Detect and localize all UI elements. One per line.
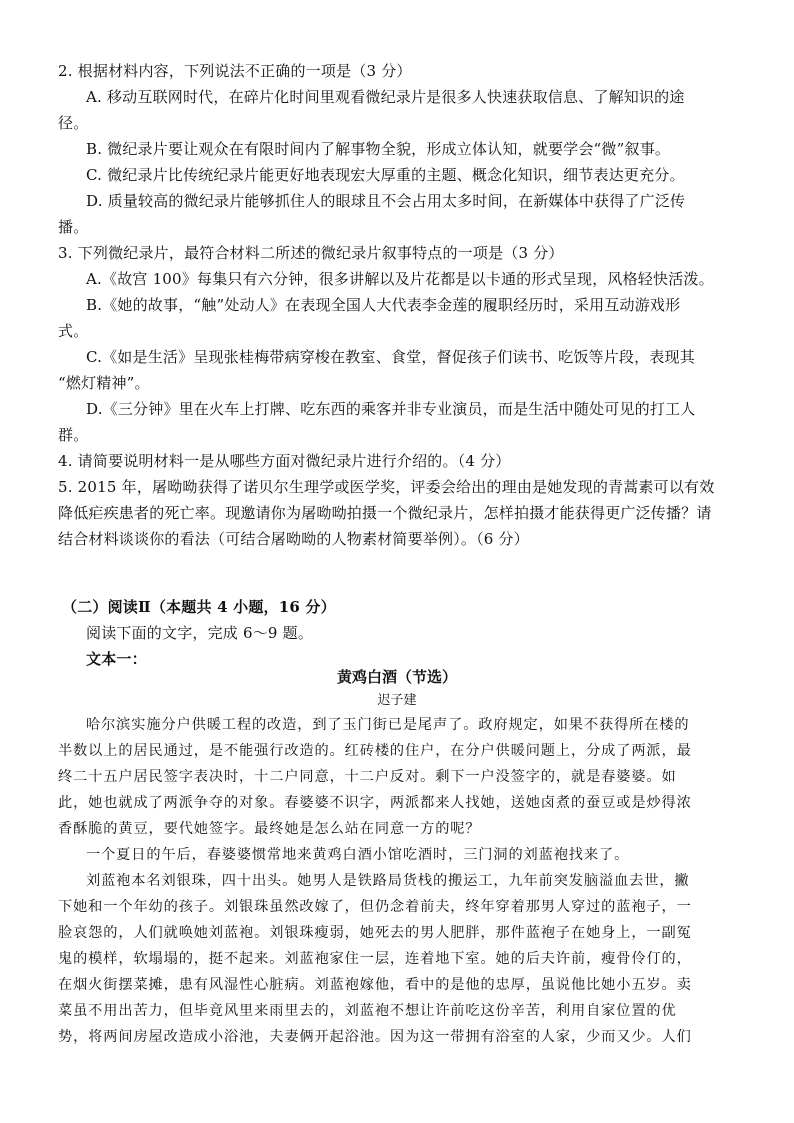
q2-option-b: B. 微纪录片要让观众在有限时间内了解事物全貌，形成立体认知，就要学会“微”叙事。: [86, 140, 671, 158]
story-line: 半数以上的居民通过，是不能强行改造的。红砖楼的住户，在分户供暖问题上，分成了两派，最: [58, 743, 692, 759]
story-line: 在烟火街摆菜摊，患有风湿性心脏病。刘蓝袍嫁他，看中的是他的忠厚，虽说他比她小五岁。卖: [58, 977, 692, 993]
section-instruction: 阅读下面的文字，完成 6～9 题。: [86, 624, 314, 642]
q3-option-a: A.《故宫 100》每集只有六分钟，很多讲解以及片花都是以卡通的形式呈现，风格轻快活泼。: [86, 270, 714, 288]
story-line: 一个夏日的午后，春婆婆惯常地来黄鸡白酒小馆吃酒时，三门洞的刘蓝袍找来了。: [86, 847, 630, 863]
q5-line1: 5. 2015 年，屠呦呦获得了诺贝尔生理学或医学奖，评委会给出的理由是她发现的青蒿素可以有效: [58, 478, 715, 496]
q4-stem: 4. 请简要说明材料一是从哪些方面对微纪录片进行介绍的。（4 分）: [58, 452, 511, 470]
story-line: 下她和一个年幼的孩子。刘银珠虽然改嫁了，但仍念着前夫，终年穿着那男人穿过的蓝袍子，一: [58, 899, 692, 915]
story-line: 刘蓝袍本名刘银珠，四十出头。她男人是铁路局货栈的搬运工，九年前突发脑溢血去世，撇: [86, 873, 690, 889]
story-author: 迟子建: [377, 693, 417, 708]
q2-stem: 2. 根据材料内容，下列说法不正确的一项是（3 分）: [58, 62, 412, 80]
q3-option-c-line1: C.《如是生活》呈现张桂梅带病穿梭在教室、食堂，督促孩子们读书、吃饭等片段，表现其: [86, 348, 695, 366]
q2-option-d-line2: 播。: [58, 218, 89, 236]
story-line: 此，她也就成了两派争夺的对象。春婆婆不识字，两派都来人找她，送她卤煮的蚕豆或是炒得浓: [58, 795, 692, 811]
q2-option-a-line1: A. 移动互联网时代，在碎片化时间里观看微纪录片是很多人快速获取信息、了解知识的途: [86, 88, 685, 106]
q3-option-c-line2: “燃灯精神”。: [58, 374, 150, 392]
story-line: 鬼的模样，软塌塌的，挺不起来。刘蓝袍家住一层，连着地下室。她的后夫许前，瘦骨伶仃的，: [58, 951, 692, 967]
q3-option-b-line1: B.《她的故事，“触”处动人》在表现全国人大代表李金莲的履职经历时，采用互动游戏形: [86, 296, 681, 314]
story-line: 脸哀怨的，人们就唤她刘蓝袍。刘银珠瘦弱，她死去的男人肥胖，那件蓝袍子在她身上，一副冤: [58, 925, 692, 941]
story-line: 哈尔滨实施分户供暖工程的改造，到了玉门街已是尾声了。政府规定，如果不获得所在楼的: [86, 717, 690, 733]
story-line: 终二十五户居民签字表决时，十二户同意，十二户反对。剩下一户没签字的，就是春婆婆。如: [58, 769, 677, 785]
section-heading: （二）阅读Ⅱ（本题共 4 小题，16 分）: [62, 598, 336, 616]
q3-stem: 3. 下列微纪录片，最符合材料二所述的微纪录片叙事特点的一项是（3 分）: [58, 244, 564, 262]
story-line: 势，将两间房屋改造成小浴池，夫妻俩开起浴池。因为这一带拥有浴室的人家，少而又少。人们: [58, 1029, 692, 1045]
q2-option-d-line1: D. 质量较高的微纪录片能够抓住人的眼球且不会占用太多时间，在新媒体中获得了广泛传: [86, 192, 686, 210]
q3-option-b-line2: 式。: [58, 322, 89, 340]
q5-line2: 降低疟疾患者的死亡率。现邀请你为屠呦呦拍摄一个微纪录片，怎样拍摄才能获得更广泛传播？请: [58, 504, 712, 522]
q2-option-c: C. 微纪录片比传统纪录片能更好地表现宏大厚重的主题、概念化知识，细节表达更充分。: [86, 166, 685, 184]
story-title: 黄鸡白酒（节选）: [336, 668, 457, 686]
q2-option-a-line2: 径。: [58, 114, 89, 132]
q3-option-d-line2: 群。: [58, 426, 89, 444]
q5-line3: 结合材料谈谈你的看法（可结合屠呦呦的人物素材简要举例）。（6 分）: [58, 530, 529, 548]
story-line: 香酥脆的黄豆，要代她签字。最终她是怎么站在同意一方的呢？: [58, 821, 481, 837]
q3-option-d-line1: D.《三分钟》里在火车上打牌、吃东西的乘客并非专业演员，而是生活中随处可见的打工人: [86, 400, 696, 418]
text-one-label: 文本一：: [86, 650, 147, 668]
story-line: 菜虽不用出苦力，但毕竟风里来雨里去的，刘蓝袍不想让许前吃这份辛苦，利用自家位置的优: [58, 1003, 677, 1019]
